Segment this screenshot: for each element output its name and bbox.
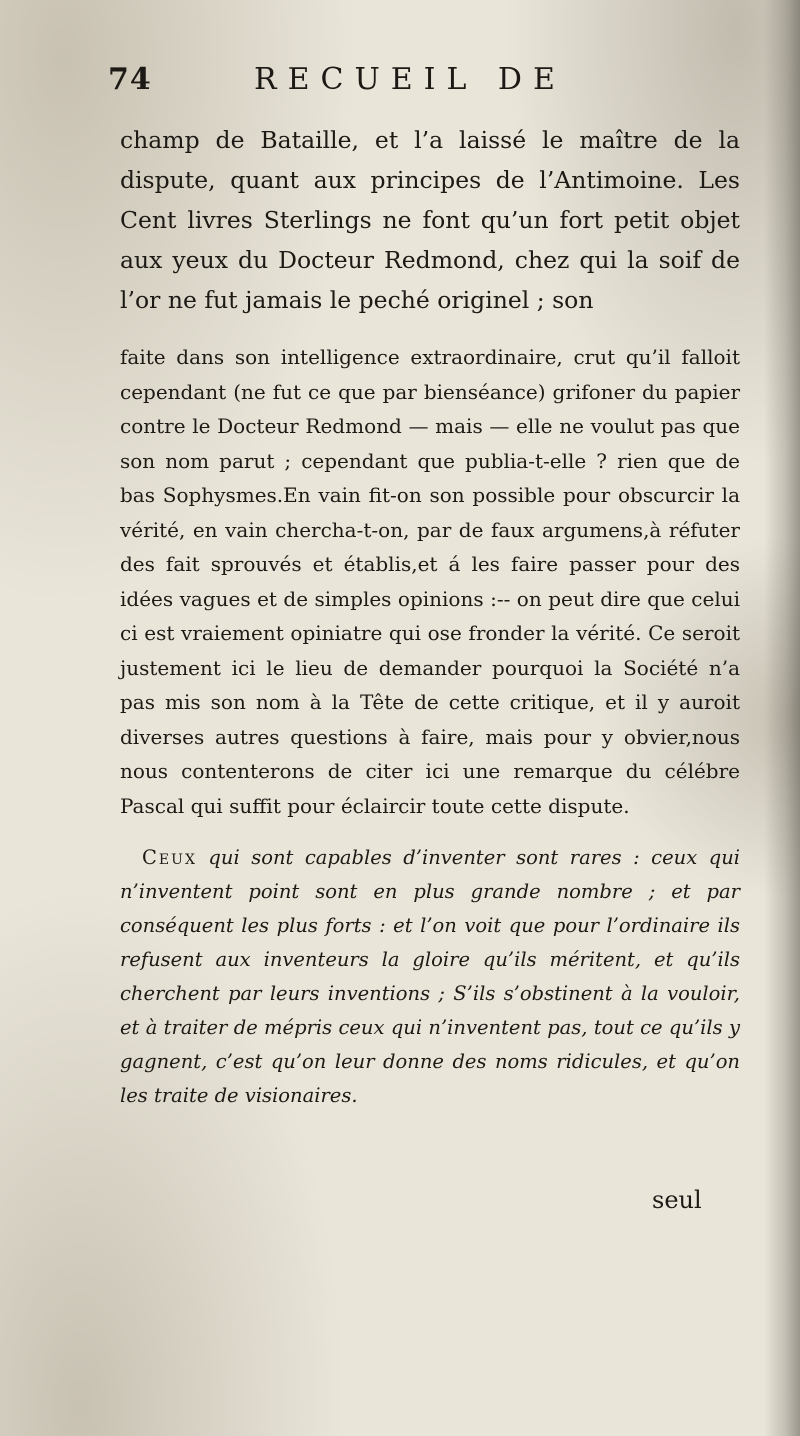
paragraph-1: champ de Bataille, et l’a laissé le maître de la dispute, quant aux principes de l’Antimoine. Les Cent livres Sterlings ne font qu’un fort petit objet aux yeux du Docteur Redmond, chez qui la soif de l’or ne fut jamais le peché originel ; son bbox=[120, 126, 740, 314]
paragraph-3-quotation bbox=[120, 841, 740, 1113]
quotation-text: qui sont capables d’inventer sont rares : ceux qui n’inventent point sont en plus grande nombre ; et par conséquent les plus forts : et l’on voit que pour l’ordinaire ils refusent aux inventeurs la gloire qu’ils méritent, et qu’ils cherchent par leurs inventions ; S’ils s’obstinent à la vouloir, et à traiter de mépris ceux qui n’inventent pas, tout ce qu’ils y gagnent, c’est qu’on leur donne des noms ridicules, et qu’on les traite de visionaires. bbox=[120, 846, 740, 1107]
body-text bbox=[120, 120, 740, 1113]
catchword: seul bbox=[652, 1186, 702, 1214]
page-number: 74 bbox=[108, 62, 152, 97]
running-head: RECUEIL DE bbox=[254, 62, 566, 97]
quotation-lead-word: Ceux bbox=[142, 846, 197, 869]
paragraph-2: faite dans son intelligence extraordinaire, crut qu’il falloit cependant (ne fut ce que par bienséance) grifoner du papier contre le Docteur Redmond — mais — elle ne voulut pas que son nom parut ; cependant que publia-t-elle ? rien que de bas Sophysmes.En vain fit-on son possible pour obscurcir la vérité, en vain chercha-t-on, par de faux argumens,à réfuter des fait sprouvés et établis,et á les faire passer pour des idées vagues et de simples opinions :-- on peut dire que celui ci est vraiement opiniatre qui ose fronder la vérité. Ce seroit justement ici le lieu de demander pourquoi la Société n’a pas mis son nom à la Tête de cette critique, et il y auroit diverses autres questions à faire, mais pour y obvier,nous nous contenterons de citer ici une remarque du célébre Pascal qui suffit pour éclaircir toute cette dispute. bbox=[120, 345, 740, 818]
page-edge-shadow bbox=[764, 0, 800, 1436]
page-header bbox=[108, 58, 628, 102]
paragraph-gap bbox=[120, 320, 740, 340]
